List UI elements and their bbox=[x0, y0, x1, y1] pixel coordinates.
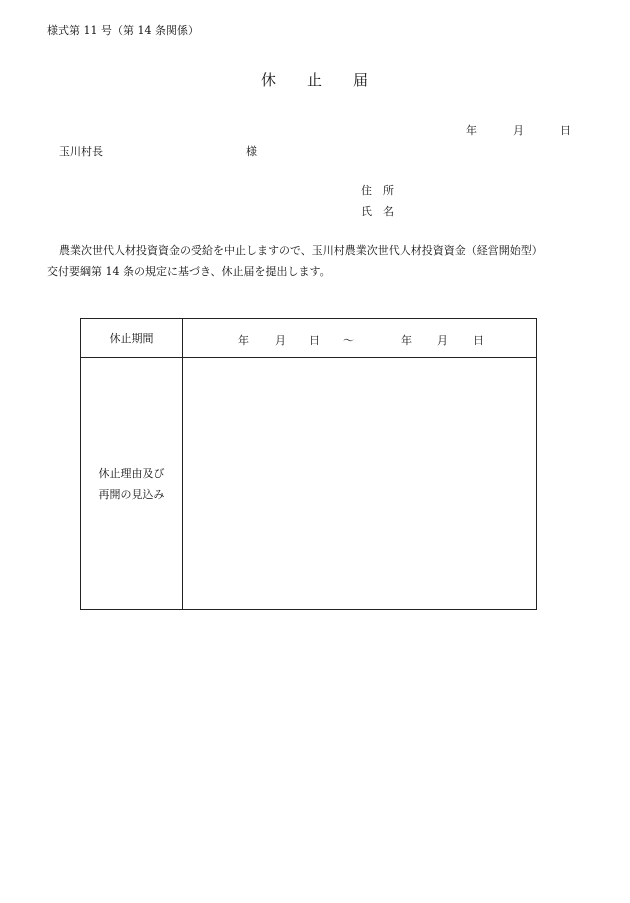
name-label: 氏 名 bbox=[361, 205, 394, 218]
recipient-name: 玉川村長 bbox=[59, 145, 103, 158]
period-start-month: 月 bbox=[275, 334, 286, 347]
period-end-month: 月 bbox=[437, 334, 448, 347]
title-char-1: 休 bbox=[260, 71, 277, 89]
suspension-form-table bbox=[80, 318, 537, 610]
suspension-period-label: 休止期間 bbox=[109, 332, 154, 345]
period-end-day: 日 bbox=[473, 334, 484, 347]
body-text-line-2: 交付要綱第 14 条の規定に基づき、休止届を提出します。 bbox=[47, 265, 331, 278]
date-year-label: 年 bbox=[466, 124, 477, 137]
suspension-reason-label bbox=[81, 358, 182, 609]
date-month-label: 月 bbox=[513, 124, 524, 137]
date-day-label: 日 bbox=[560, 124, 571, 137]
period-start-day: 日 bbox=[309, 334, 320, 347]
title-char-3: 届 bbox=[353, 71, 370, 89]
reason-label-line-1: 休止理由及び bbox=[98, 466, 165, 480]
title-char-2: 止 bbox=[306, 71, 323, 89]
form-number: 様式第 11 号（第 14 条関係） bbox=[47, 24, 199, 37]
period-separator: ～ bbox=[343, 334, 354, 347]
suspension-reason-field[interactable] bbox=[183, 358, 536, 609]
submission-date bbox=[466, 122, 571, 138]
suspension-period-field[interactable] bbox=[183, 319, 536, 357]
period-end-year: 年 bbox=[401, 334, 412, 347]
document-title bbox=[0, 69, 630, 90]
body-text-line-1: 農業次世代人材投資資金の受給を中止しますので、玉川村農業次世代人材投資資金（経営開始型） bbox=[59, 244, 543, 257]
period-start-year: 年 bbox=[238, 334, 249, 347]
reason-label-line-2: 再開の見込み bbox=[98, 487, 165, 501]
address-label: 住 所 bbox=[361, 184, 394, 197]
recipient-honorific: 様 bbox=[246, 145, 257, 158]
